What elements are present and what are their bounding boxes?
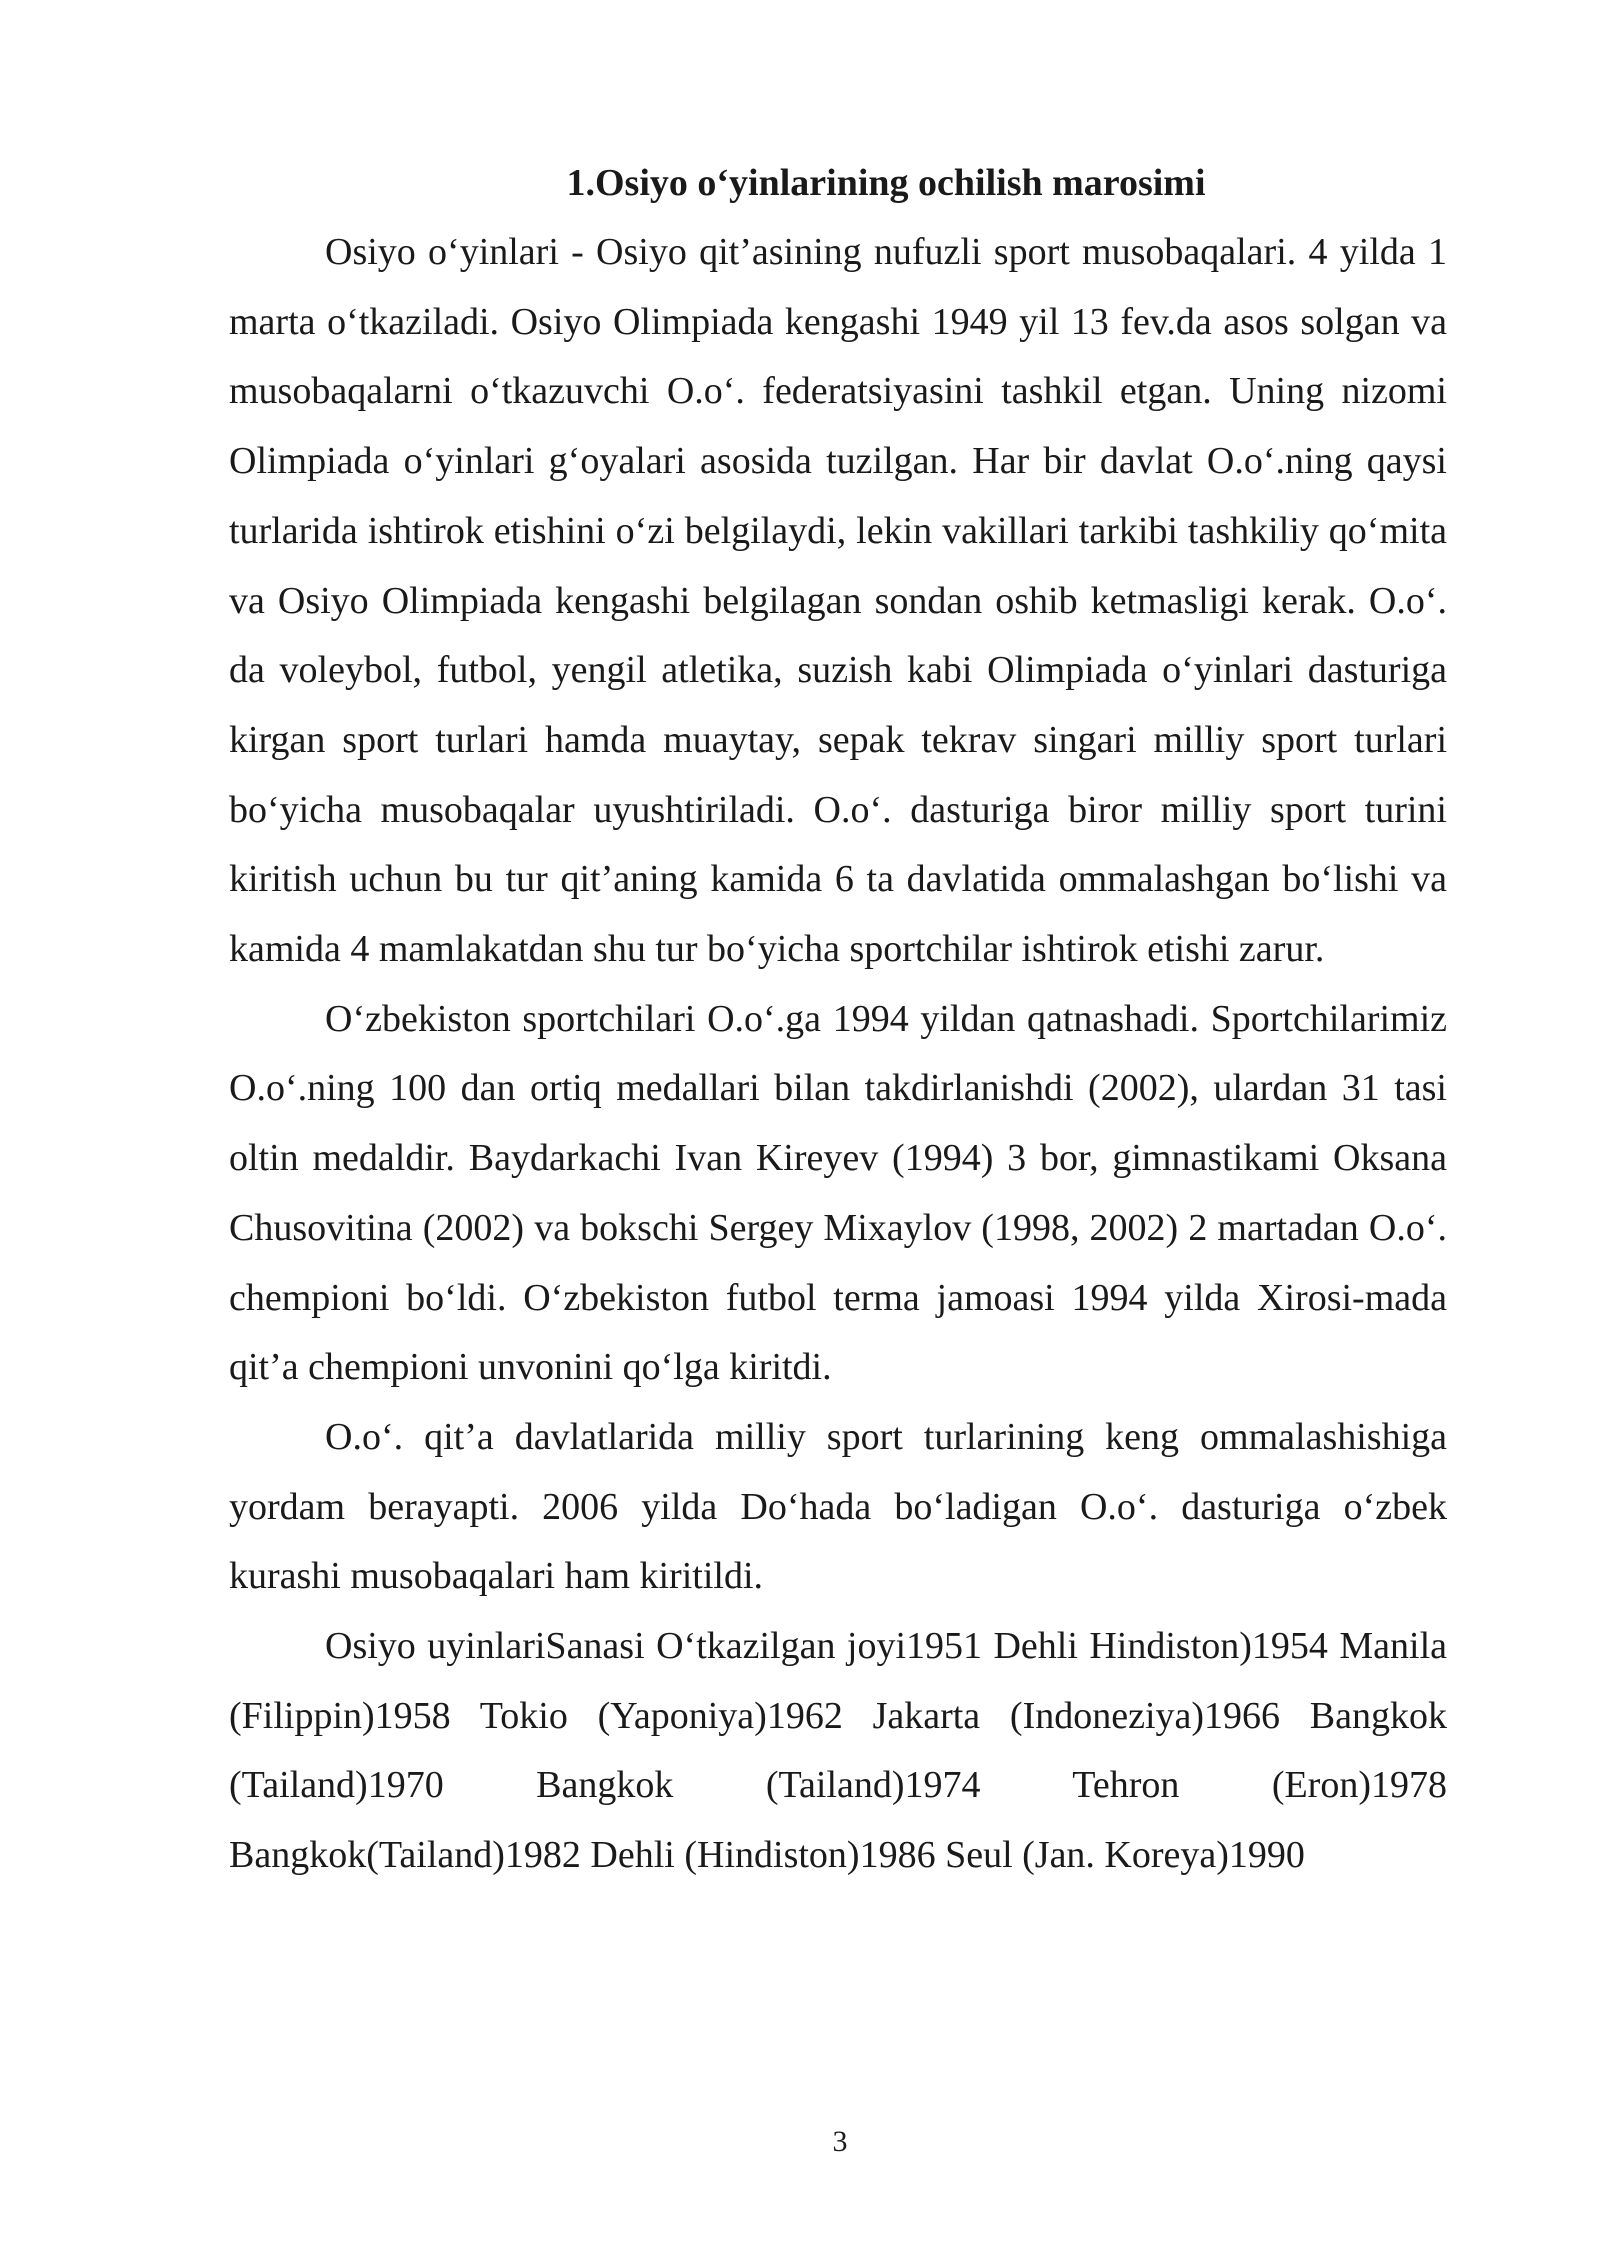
paragraph-games-list: Osiyo uyinlariSanasi O‘tkazilgan joyi1951 Dehli Hindiston)1954 Manila (Filippin)1958 Tokio (Yaponiya)1962 Jakarta (Indoneziya)1966 Bangkok (Tailand)1970 Bangkok (Tailand)1974 Tehron (Eron)1978 Bangkok(Tailand)1982 Dehli (Hindiston)1986 Seul (Jan. Koreya)1990 — [229, 1625, 1447, 1877]
paragraph-intro: Osiyo o‘yinlari - Osiyo qit’asining nufuzli sport musobaqalari. 4 yilda 1 marta o‘tkaziladi. Osiyo Olimpiada kengashi 1949 yil 13 fev.da asos solgan va musobaqalarni o‘tkazuvchi O.o‘. federatsiyasini tashkil etgan. Uning nizomi Olimpiada o‘yinlari g‘oyalari asosida tuzilgan. Har bir davlat O.o‘.ning qaysi turlarida ishtirok etishini o‘zi belgilaydi, lekin vakillari tarkibi tashkiliy qo‘mita va Osiyo Olimpiada kengashi belgilagan sondan oshib ketmasligi kerak. O.o‘. da voleybol, futbol, yengil atletika, suzish kabi Olimpiada o‘yinlari dasturiga kirgan sport turlari hamda muaytay, sepak tekrav singari milliy sport turlari bo‘yicha musobaqalar uyushtiriladi. O.o‘. dasturiga biror milliy sport turini kiritish uchun bu tur qit’aning kamida 6 ta davlatida ommalashgan bo‘lishi va kamida 4 mamlakatdan shu tur bo‘yicha sportchilar ishtirok etishi zarur. — [229, 231, 1447, 971]
section-title: 1.Osiyo o‘yinlarining ochilish marosimi — [566, 162, 1206, 204]
page-body — [229, 148, 1447, 1891]
paragraph-uzbekistan-results: O‘zbekiston sportchilari O.o‘.ga 1994 yildan qatnashadi. Sportchilarimiz O.o‘.ning 100 dan ortiq medallari bilan takdirlanishdi (2002), ulardan 31 tasi oltin medaldir. Baydarkachi Ivan Kireyev (1994) 3 bor, gimnastikami Oksana Chusovitina (2002) va bokschi Sergey Mixaylov (1998, 2002) 2 martadan O.o‘. chempioni bo‘ldi. O‘zbekiston futbol terma jamoasi 1994 yilda Xirosi-mada qit’a chempioni unvonini qo‘lga kiritdi. — [229, 997, 1447, 1389]
page-number: 3 — [832, 2125, 848, 2158]
paragraph-national-sports: O.o‘. qit’a davlatlarida milliy sport turlarining keng ommalashishiga yordam berayapti. 2006 yilda Do‘hada bo‘ladigan O.o‘. dasturiga o‘zbek kurashi musobaqalari ham kiritildi. — [229, 1415, 1447, 1598]
